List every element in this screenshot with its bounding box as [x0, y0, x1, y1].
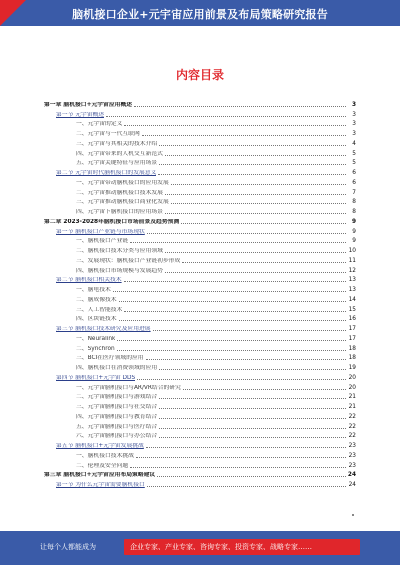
- toc-entry-text: 三、元宇宙与其相关的技术介绍: [76, 140, 158, 147]
- toc-page-number: 9: [352, 228, 356, 235]
- toc-entry-text: 四、脑机接口在消费领域的应用: [76, 365, 158, 371]
- toc-leader-dots: [165, 154, 346, 156]
- toc-page-number: 6: [352, 170, 356, 176]
- toc-leader-dots: [159, 163, 346, 165]
- toc-entry-text: 一、Neuralink: [76, 335, 116, 342]
- toc-item[interactable]: [44, 127, 356, 137]
- toc-leader-dots: [165, 193, 346, 195]
- toc-item[interactable]: [44, 352, 356, 362]
- toc-entry-text: 三、人工智能技术: [76, 306, 123, 313]
- toc-leader-dots: [147, 485, 346, 487]
- toc-entry-text: 四、区块链技术: [76, 316, 117, 323]
- toc-page-number: 8: [352, 199, 356, 206]
- toc-page-number: 3: [352, 131, 356, 137]
- toc-entry-text: 二、伦理及安全问题: [76, 462, 129, 469]
- toc-entry-text: 二、元宇宙与一代互联网: [76, 131, 140, 137]
- toc-page-number: 17: [348, 326, 356, 332]
- toc-page-number: 3: [352, 121, 356, 128]
- toc-leader-dots: [171, 183, 346, 185]
- toc-page-number: 8: [352, 209, 356, 215]
- footer-banner: [0, 531, 400, 565]
- toc-leader-dots: [146, 358, 346, 360]
- toc-leader-dots: [124, 310, 346, 312]
- toc-leader-dots: [182, 261, 346, 263]
- toc-item[interactable]: [44, 361, 356, 371]
- toc-entry-text: 四、元宇宙带来的人机交互新范式: [76, 150, 163, 157]
- toc-item[interactable]: [44, 381, 356, 391]
- toc-entry-text: 一、元宇宙脑机接口与AR/VR结合的研究: [76, 384, 181, 391]
- toc-page-number: 15: [348, 306, 356, 313]
- toc-leader-dots: [137, 378, 346, 380]
- toc-entry-text: 第二节 脑机接口相关技术: [56, 277, 122, 284]
- footer-expert-list: 企业专家、产业专家、咨询专家、投资专家、战略专家……: [130, 543, 312, 551]
- page-marker: [352, 514, 354, 516]
- toc-page-number: 17: [348, 335, 356, 342]
- toc-section[interactable]: [44, 478, 356, 488]
- toc-leader-dots: [159, 407, 346, 409]
- toc-entry-text: 六、元宇宙脑机接口与办公结合: [76, 433, 158, 440]
- toc-entry-text: 四、元宇宙脑机接口与教育结合: [76, 413, 158, 420]
- toc-page-number: 20: [348, 374, 356, 381]
- toc-item[interactable]: [44, 410, 356, 420]
- toc-leader-dots: [119, 300, 346, 302]
- toc-entry-text: 第三节 脑机接口技术研究及应用进展: [56, 326, 151, 332]
- toc-page-number: 4: [352, 140, 356, 147]
- toc-item[interactable]: [44, 430, 356, 440]
- toc-page-number: 9: [351, 218, 356, 225]
- toc-page-number: 22: [348, 423, 356, 430]
- footer-slogan: 让每个人都能成为: [40, 543, 96, 551]
- toc-entry-text: 第一节 元宇宙概述: [56, 111, 105, 118]
- toc-entry-text: 三、发展现状：脑机接口产业链初步形成: [76, 257, 181, 264]
- toc-leader-dots: [159, 397, 346, 399]
- toc-item[interactable]: [44, 186, 356, 196]
- toc-leader-dots: [183, 388, 346, 390]
- toc-entry-text: 二、Synchron: [76, 345, 115, 352]
- toc-entry-text: 二、元宇宙推动脑机接口技术发展: [76, 189, 163, 196]
- toc-page-number: 11: [348, 257, 356, 264]
- toc-leader-dots: [119, 319, 346, 321]
- toc-item[interactable]: [44, 391, 356, 401]
- toc-entry-text: 一、脑机接口产业链: [76, 238, 129, 245]
- toc-page-number: 13: [348, 277, 356, 284]
- toc-leader-dots: [159, 436, 346, 438]
- toc-section[interactable]: [44, 166, 356, 176]
- toc-page-number: 24: [348, 482, 356, 488]
- toc-item[interactable]: [44, 459, 356, 469]
- toc-page-number: 23: [348, 452, 356, 459]
- toc-entry-text: 第二节 元宇宙时代脑机接口的发展意义: [56, 170, 157, 176]
- toc-item[interactable]: [44, 118, 356, 128]
- toc-section[interactable]: [44, 439, 356, 449]
- toc-leader-dots: [158, 173, 346, 175]
- toc-leader-dots: [130, 466, 346, 468]
- toc-entry-text: 二、元宇宙脑机接口与游戏结合: [76, 394, 158, 401]
- toc-chapter[interactable]: [44, 215, 356, 225]
- toc-leader-dots: [165, 212, 346, 214]
- toc-item[interactable]: [44, 342, 356, 352]
- toc-item[interactable]: [44, 147, 356, 157]
- toc-leader-dots: [106, 115, 346, 117]
- toc-page-number: 23: [348, 462, 356, 469]
- toc-item[interactable]: [44, 196, 356, 206]
- toc-entry-text: 二、脑成像技术: [76, 296, 117, 303]
- toc-entry-text: 四、脑机接口市场规模与发展趋势: [76, 267, 163, 274]
- toc-leader-dots: [113, 290, 346, 292]
- toc-leader-dots: [134, 105, 346, 107]
- toc-leader-dots: [171, 202, 346, 204]
- toc-page-number: 3: [352, 111, 356, 118]
- toc-item[interactable]: [44, 254, 356, 264]
- toc-page-number: 23: [348, 443, 356, 449]
- toc-page-number: 7: [352, 189, 356, 196]
- toc-item[interactable]: [44, 420, 356, 430]
- report-header: [0, 0, 400, 26]
- toc-entry-text: 第一章 脑机接口+元宇宙应用概述: [44, 101, 133, 108]
- toc-item[interactable]: [44, 449, 356, 459]
- toc-item[interactable]: [44, 283, 356, 293]
- toc-entry-text: 一、元宇宙带动脑机接口的应用发展: [76, 179, 169, 186]
- footer-expert-box: [124, 539, 360, 555]
- toc-entry-text: 五、元宇宙脑机接口与医疗结合: [76, 423, 158, 430]
- toc-leader-dots: [130, 241, 346, 243]
- toc-leader-dots: [153, 329, 346, 331]
- toc-page-number: 18: [348, 345, 356, 352]
- toc-entry-text: 第二章 2023-2028年脑机接口市场前景及趋势预测: [44, 218, 180, 225]
- toc-page-number: 13: [348, 287, 356, 293]
- toc-entry-text: 第一节 脑机接口产业链与市场现状: [56, 228, 145, 235]
- toc-leader-dots: [159, 368, 346, 370]
- toc-page-number: 14: [348, 296, 356, 303]
- toc-leader-dots: [181, 222, 346, 224]
- toc-entry-text: 三、元宇宙推动脑机接口商业化发展: [76, 199, 169, 206]
- toc-leader-dots: [124, 280, 346, 282]
- toc-leader-dots: [136, 456, 346, 458]
- toc-item[interactable]: [44, 176, 356, 186]
- toc-page-number: 6: [352, 179, 356, 186]
- report-title: 脑机接口企业+元宇宙应用前景及布局策略研究报告: [72, 8, 328, 21]
- toc-leader-dots: [159, 417, 346, 419]
- toc-entry-text: 第一节 为什么元宇宙需要脑机接口: [56, 482, 145, 488]
- toc-leader-dots: [157, 475, 346, 477]
- toc-leader-dots: [117, 339, 346, 341]
- toc-leader-dots: [165, 251, 346, 253]
- toc-item[interactable]: [44, 235, 356, 245]
- toc-page-number: 21: [348, 404, 356, 410]
- toc-chapter[interactable]: [44, 469, 356, 479]
- toc-leader-dots: [147, 232, 346, 234]
- toc-entry-text: 三、BCI在医疗领域的应用: [76, 355, 144, 362]
- toc-page-number: 22: [348, 413, 356, 420]
- toc-page-number: 10: [348, 248, 356, 254]
- toc-leader-dots: [159, 144, 346, 146]
- table-of-contents: [44, 98, 356, 488]
- toc-item[interactable]: [44, 157, 356, 167]
- toc-entry-text: 三、元宇宙脑机接口与社交结合: [76, 404, 158, 410]
- toc-entry-text: 一、元宇宙的定义: [76, 121, 123, 128]
- toc-entry-text: 第五节 脑机接口+元宇宙发展挑战: [56, 443, 144, 449]
- toc-entry-text: 第三章 脑机接口+元宇宙应用布局策略建议: [44, 472, 156, 479]
- toc-page-number: 12: [348, 267, 356, 274]
- toc-page-number: 5: [352, 160, 356, 167]
- toc-heading: 内容目录: [175, 68, 224, 82]
- toc-page-number: 20: [348, 384, 356, 391]
- toc-item[interactable]: [44, 332, 356, 342]
- toc-item[interactable]: [44, 264, 356, 274]
- toc-item[interactable]: [44, 313, 356, 323]
- toc-leader-dots: [124, 124, 346, 126]
- toc-entry-text: 第四节 脑机接口+元宇宙 DDS: [56, 374, 136, 381]
- toc-entry-text: 一、脑电技术: [76, 287, 111, 293]
- toc-page-number: 19: [348, 365, 356, 371]
- toc-page-number: 18: [348, 355, 356, 362]
- toc-item[interactable]: [44, 244, 356, 254]
- toc-page-number: 9: [352, 238, 356, 245]
- toc-chapter[interactable]: [44, 98, 356, 108]
- toc-section[interactable]: [44, 371, 356, 381]
- toc-page-number: 3: [351, 101, 356, 108]
- toc-item[interactable]: [44, 137, 356, 147]
- toc-section[interactable]: [44, 274, 356, 284]
- toc-page-number: 21: [348, 394, 356, 401]
- toc-leader-dots: [165, 271, 346, 273]
- toc-item[interactable]: [44, 205, 356, 215]
- toc-leader-dots: [159, 427, 346, 429]
- toc-leader-dots: [142, 134, 346, 136]
- toc-section[interactable]: [44, 322, 356, 332]
- toc-section[interactable]: [44, 225, 356, 235]
- toc-entry-text: 四、元宇宙下脑机接口的应用场景: [76, 209, 163, 215]
- toc-entry-text: 二、脑机接口技术分类与应用领域: [76, 248, 163, 254]
- toc-page-number: 16: [348, 316, 356, 323]
- toc-item[interactable]: [44, 400, 356, 410]
- toc-page-number: 24: [347, 472, 356, 479]
- toc-page-number: 22: [348, 433, 356, 440]
- toc-page-number: 5: [352, 150, 356, 157]
- toc-leader-dots: [117, 349, 346, 351]
- toc-leader-dots: [146, 446, 346, 448]
- toc-item[interactable]: [44, 293, 356, 303]
- toc-entry-text: 一、脑机接口技术挑战: [76, 452, 134, 459]
- toc-entry-text: 五、元宇宙关键特征与应用场景: [76, 160, 158, 167]
- toc-section[interactable]: [44, 108, 356, 118]
- toc-item[interactable]: [44, 303, 356, 313]
